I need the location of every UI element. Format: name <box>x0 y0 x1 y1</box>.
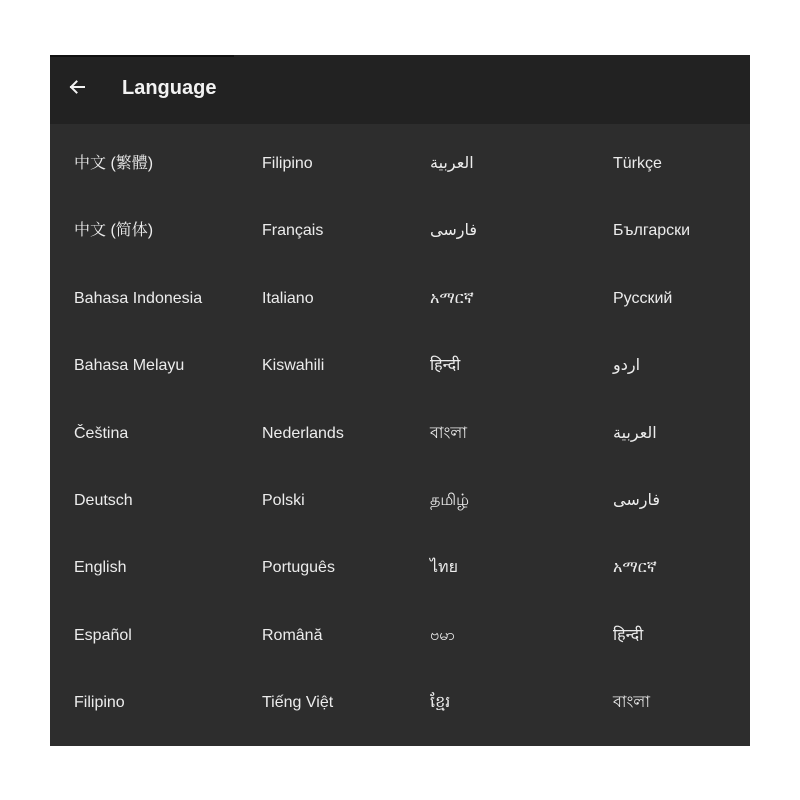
language-option[interactable]: አማርኛ <box>613 559 657 577</box>
language-row <box>50 332 750 399</box>
language-option[interactable]: Tiếng Việt <box>262 694 334 712</box>
language-row <box>50 534 750 601</box>
language-option[interactable]: Čeština <box>74 424 129 442</box>
language-option[interactable]: Türkçe <box>613 155 662 172</box>
language-row <box>50 467 750 534</box>
language-option[interactable]: Bahasa Indonesia <box>74 289 203 307</box>
language-option[interactable]: العربية <box>613 424 657 442</box>
language-option[interactable]: Español <box>74 626 132 644</box>
language-row <box>50 130 750 197</box>
language-option[interactable]: Italiano <box>262 289 314 307</box>
language-row <box>50 400 750 467</box>
language-option[interactable]: فارسی <box>613 491 660 509</box>
language-option[interactable]: Български <box>613 222 691 240</box>
language-option[interactable]: Filipino <box>74 694 125 712</box>
language-option[interactable]: ไทย <box>430 559 458 577</box>
language-option[interactable]: தமிழ் <box>430 491 470 509</box>
language-row <box>50 602 750 669</box>
language-option[interactable]: فارسی <box>430 222 477 240</box>
app-toolbar <box>50 55 750 124</box>
language-option[interactable]: Bahasa Melayu <box>74 357 185 375</box>
language-grid <box>50 130 750 737</box>
language-settings-screen <box>50 55 750 746</box>
language-option[interactable]: Português <box>262 559 335 577</box>
language-option[interactable]: বাংলা <box>613 694 650 712</box>
language-option[interactable]: Русский <box>613 289 673 307</box>
language-option[interactable]: العربية <box>430 155 474 172</box>
language-row <box>50 197 750 264</box>
language-option[interactable]: Polski <box>262 491 305 509</box>
language-row <box>50 265 750 332</box>
language-option[interactable]: አማርኛ <box>430 289 474 307</box>
page-title: Language <box>122 77 217 99</box>
back-button[interactable] <box>60 70 94 104</box>
language-option[interactable]: Deutsch <box>74 491 133 509</box>
language-option[interactable]: Kiswahili <box>262 357 325 375</box>
language-option[interactable]: Filipino <box>262 155 313 172</box>
language-option[interactable]: 中文 (繁體) <box>74 155 154 172</box>
language-option[interactable]: اردو <box>613 357 641 375</box>
language-option[interactable]: বাংলা <box>430 424 467 442</box>
toolbar-accent-line <box>50 55 234 57</box>
language-option[interactable]: Nederlands <box>262 424 344 442</box>
language-option[interactable]: हिन्दी <box>613 626 644 644</box>
language-option[interactable]: ខ្មែរ <box>430 694 451 712</box>
language-option[interactable]: 中文 (简体) <box>74 222 154 240</box>
language-option[interactable]: Română <box>262 626 323 644</box>
language-option[interactable]: ဗမာ <box>430 626 455 644</box>
language-option[interactable]: हिन्दी <box>430 357 461 375</box>
language-row <box>50 669 750 736</box>
language-option[interactable]: Français <box>262 222 324 240</box>
language-option[interactable]: English <box>74 559 127 577</box>
arrow-left-icon <box>68 78 86 96</box>
